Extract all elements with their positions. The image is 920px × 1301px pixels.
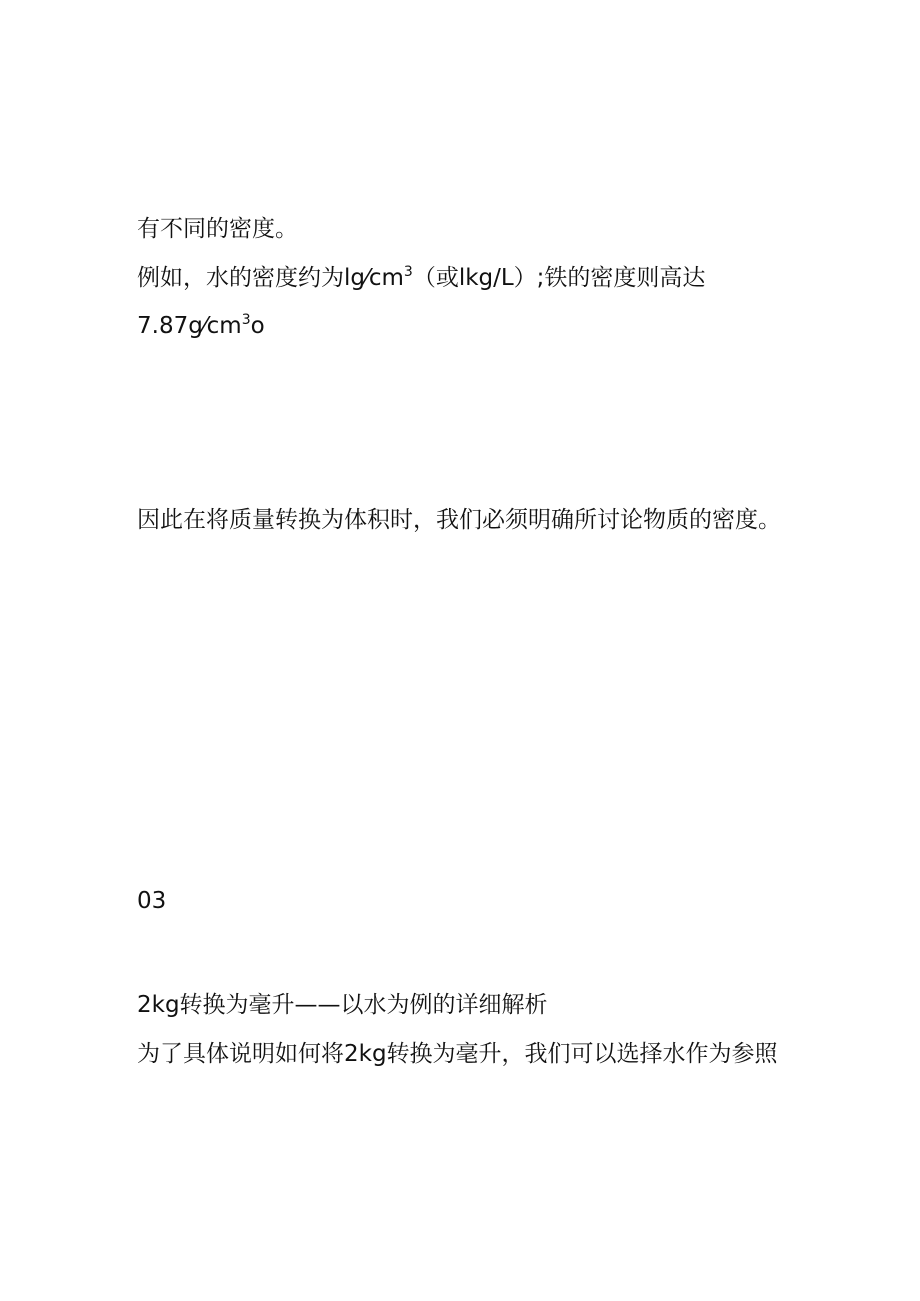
paragraph-conclusion: 因此在将质量转换为体积时，我们必须明确所讨论物质的密度。 xyxy=(137,507,781,533)
iron-density-suffix: o xyxy=(250,313,265,339)
water-density-exponent: 3 xyxy=(403,264,413,280)
iron-density-text: 7.87g⁄cm xyxy=(137,313,242,339)
iron-density-exponent: 3 xyxy=(241,312,251,328)
paragraph-section-intro: 为了具体说明如何将2kg转换为毫升，我们可以选择水作为参照 xyxy=(137,1041,778,1067)
paragraph-water-density-example xyxy=(137,263,705,293)
iron-density-lead-text: （或lkg/L）;铁的密度则高达 xyxy=(412,265,706,291)
section-number: 03 xyxy=(137,888,167,914)
section-heading: 2kg转换为毫升——以水为例的详细解析 xyxy=(137,992,548,1018)
water-density-text: 例如，水的密度约为lg⁄cm xyxy=(137,265,404,291)
paragraph-density-end: 有不同的密度。 xyxy=(137,216,298,242)
paragraph-iron-density-value xyxy=(137,311,265,341)
